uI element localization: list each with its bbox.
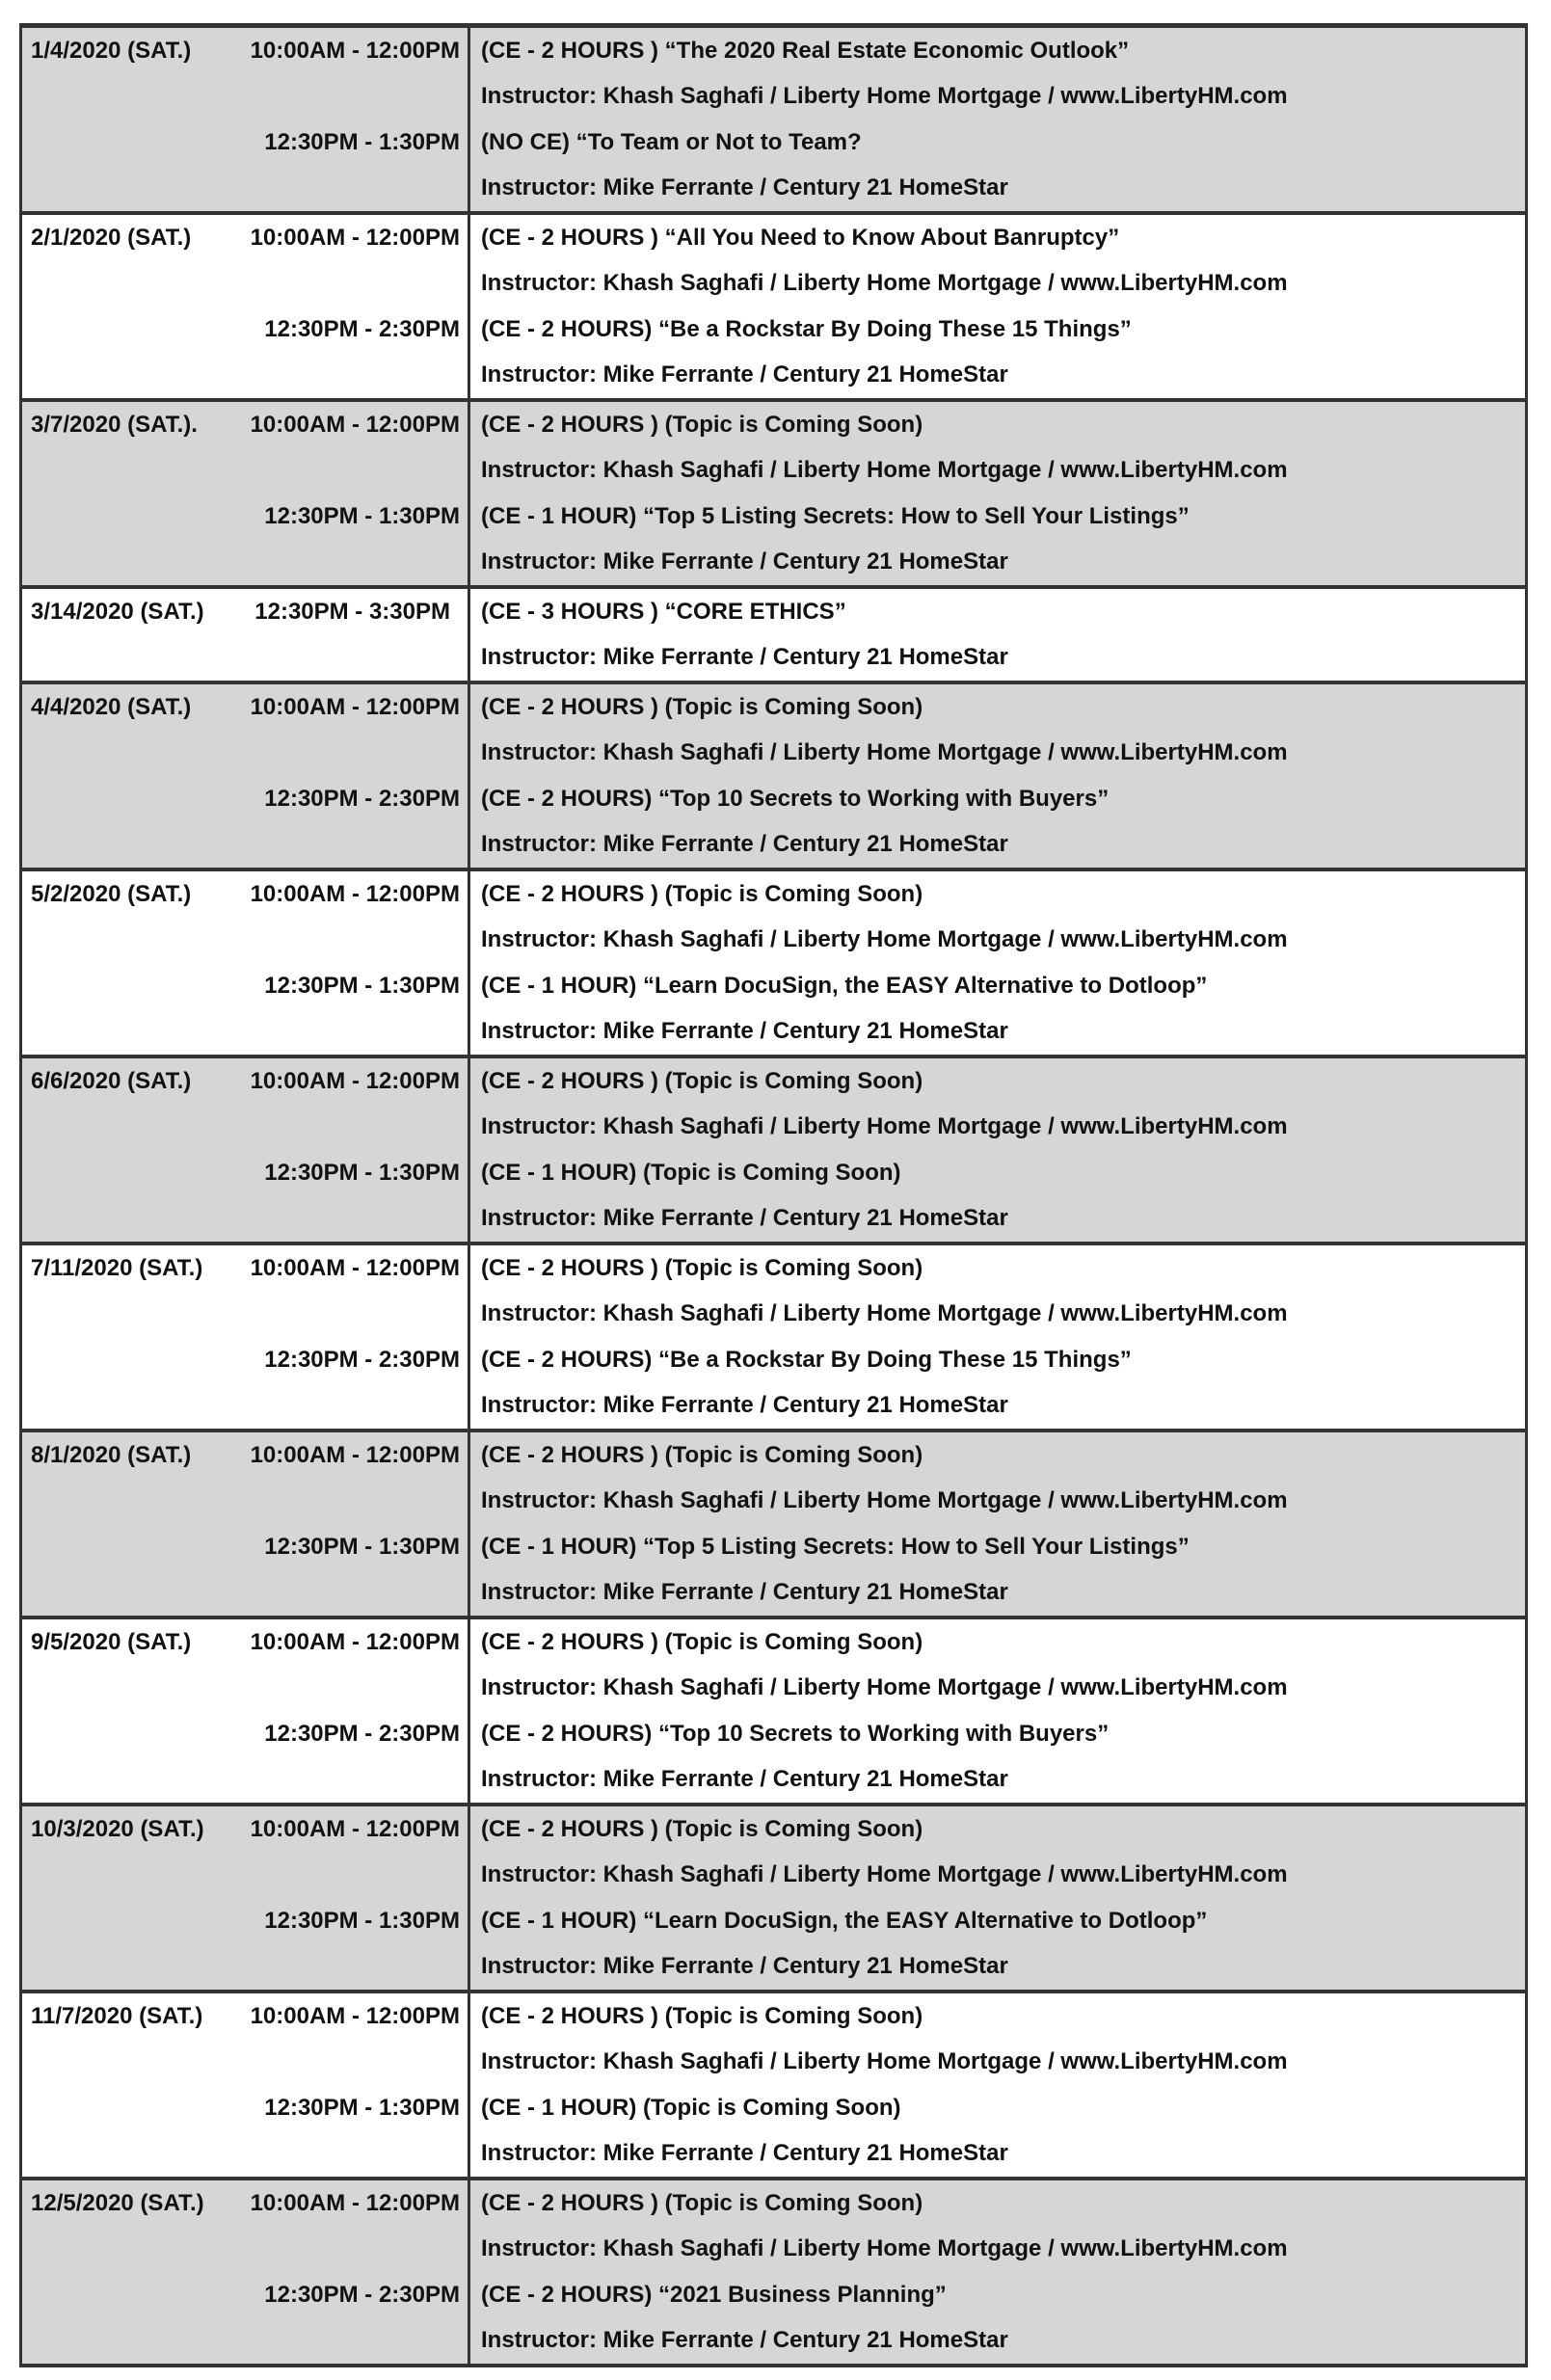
date-time-column xyxy=(22,871,470,1055)
session-time: 12:30PM - 2:30PM xyxy=(264,785,460,812)
session-time: 12:30PM - 1:30PM xyxy=(264,1159,460,1186)
session-instructor: Instructor: Mike Ferrante / Century 21 HomeStar xyxy=(481,1392,1008,1419)
time-row xyxy=(22,1806,468,1853)
session-details-column xyxy=(470,1619,1525,1803)
time-row xyxy=(22,2180,468,2227)
session-instructor: Instructor: Mike Ferrante / Century 21 HomeStar xyxy=(481,1766,1008,1793)
time-row xyxy=(22,1993,468,2040)
session-instructor: Instructor: Khash Saghafi / Liberty Home Mortgage / www.LibertyHM.com xyxy=(481,1300,1288,1327)
schedule-block xyxy=(22,1806,1525,1993)
schedule-block xyxy=(22,1058,1525,1245)
session-time: 12:30PM - 1:30PM xyxy=(264,502,460,529)
spacer-row xyxy=(22,1757,468,1804)
session-title: (CE - 1 HOUR) “Learn DocuSign, the EASY Alternative to Dotloop” xyxy=(481,1907,1208,1934)
session-details-column xyxy=(470,2180,1525,2364)
session-date: 8/1/2020 (SAT.) xyxy=(31,1441,192,1468)
session-title: (CE - 2 HOURS ) (Topic is Coming Soon) xyxy=(481,1815,923,1842)
session-details-column xyxy=(470,871,1525,1055)
session-instructor: Instructor: Mike Ferrante / Century 21 HomeStar xyxy=(481,1018,1008,1045)
session-instructor: Instructor: Khash Saghafi / Liberty Home Mortgage / www.LibertyHM.com xyxy=(481,457,1288,484)
session-date: 7/11/2020 (SAT.) xyxy=(31,1254,203,1281)
spacer-row xyxy=(22,1196,468,1243)
session-details-column xyxy=(470,1993,1525,2177)
time-row xyxy=(22,2272,468,2318)
session-instructor: Instructor: Mike Ferrante / Century 21 HomeStar xyxy=(481,2140,1008,2167)
date-time-column xyxy=(22,1245,470,1429)
time-row xyxy=(22,589,468,635)
date-time-column xyxy=(22,1432,470,1616)
session-time: 12:30PM - 2:30PM xyxy=(264,1720,460,1747)
spacer-row xyxy=(22,1292,468,1338)
session-instructor: Instructor: Khash Saghafi / Liberty Home Mortgage / www.LibertyHM.com xyxy=(481,1861,1288,1888)
session-title: (CE - 2 HOURS) “Top 10 Secrets to Working with Buyers” xyxy=(481,785,1110,812)
session-date: 2/1/2020 (SAT.) xyxy=(31,224,192,251)
session-time: 12:30PM - 2:30PM xyxy=(264,315,460,342)
session-title: (CE - 2 HOURS ) (Topic is Coming Soon) xyxy=(481,880,923,907)
session-instructor: Instructor: Mike Ferrante / Century 21 HomeStar xyxy=(481,2327,1008,2354)
session-time: 10:00AM - 12:00PM xyxy=(250,2189,460,2216)
time-row xyxy=(22,1245,468,1292)
session-time: 10:00AM - 12:00PM xyxy=(250,224,460,251)
schedule-block xyxy=(22,684,1525,871)
spacer-row xyxy=(22,918,468,964)
schedule-block xyxy=(22,1432,1525,1619)
session-time: 10:00AM - 12:00PM xyxy=(250,1628,460,1655)
spacer-row xyxy=(22,731,468,777)
schedule-block xyxy=(22,871,1525,1058)
schedule-block xyxy=(22,28,1525,215)
spacer-row xyxy=(22,1666,468,1712)
session-date: 6/6/2020 (SAT.) xyxy=(31,1067,192,1094)
time-row xyxy=(22,1711,468,1757)
session-time: 10:00AM - 12:00PM xyxy=(250,1441,460,1468)
session-details-column xyxy=(470,1432,1525,1616)
session-date: 9/5/2020 (SAT.) xyxy=(31,1628,192,1655)
time-row xyxy=(22,307,468,353)
session-date: 10/3/2020 (SAT.) xyxy=(31,1815,204,1842)
time-row xyxy=(22,963,468,1009)
spacer-row xyxy=(22,2131,468,2178)
date-time-column xyxy=(22,2180,470,2364)
session-details-column xyxy=(470,1245,1525,1429)
session-title: (CE - 2 HOURS) “Be a Rockstar By Doing These 15 Things” xyxy=(481,315,1132,342)
session-time: 12:30PM - 2:30PM xyxy=(264,2281,460,2308)
session-title: (CE - 2 HOURS ) (Topic is Coming Soon) xyxy=(481,1441,923,1468)
date-time-column xyxy=(22,1058,470,1242)
session-instructor: Instructor: Khash Saghafi / Liberty Home Mortgage / www.LibertyHM.com xyxy=(481,1487,1288,1514)
session-title: (CE - 1 HOUR) (Topic is Coming Soon) xyxy=(481,2094,901,2121)
spacer-row xyxy=(22,353,468,399)
session-time: 10:00AM - 12:00PM xyxy=(250,880,460,907)
session-title: (NO CE) “To Team or Not to Team? xyxy=(481,128,862,155)
schedule-block xyxy=(22,402,1525,589)
session-instructor: Instructor: Khash Saghafi / Liberty Home Mortgage / www.LibertyHM.com xyxy=(481,2048,1288,2075)
session-time: 12:30PM - 1:30PM xyxy=(264,128,460,155)
session-instructor: Instructor: Mike Ferrante / Century 21 HomeStar xyxy=(481,1579,1008,1606)
session-details-column xyxy=(470,1806,1525,1990)
session-date: 3/14/2020 (SAT.) xyxy=(31,598,204,625)
spacer-row xyxy=(22,1479,468,1525)
time-row xyxy=(22,1058,468,1105)
schedule-block xyxy=(22,1619,1525,1806)
session-date: 5/2/2020 (SAT.) xyxy=(31,880,192,907)
date-time-column xyxy=(22,1993,470,2177)
session-time: 10:00AM - 12:00PM xyxy=(250,1815,460,1842)
session-instructor: Instructor: Khash Saghafi / Liberty Home Mortgage / www.LibertyHM.com xyxy=(481,1113,1288,1140)
spacer-row xyxy=(22,2227,468,2273)
time-row xyxy=(22,1150,468,1196)
time-row xyxy=(22,1337,468,1383)
session-title: (CE - 2 HOURS ) (Topic is Coming Soon) xyxy=(481,411,923,438)
session-instructor: Instructor: Mike Ferrante / Century 21 HomeStar xyxy=(481,361,1008,388)
session-instructor: Instructor: Khash Saghafi / Liberty Home Mortgage / www.LibertyHM.com xyxy=(481,2235,1288,2262)
session-title: (CE - 2 HOURS ) (Topic is Coming Soon) xyxy=(481,1628,923,1655)
session-instructor: Instructor: Khash Saghafi / Liberty Home Mortgage / www.LibertyHM.com xyxy=(481,270,1288,297)
session-time: 12:30PM - 2:30PM xyxy=(264,1346,460,1373)
spacer-row xyxy=(22,1105,468,1151)
time-row xyxy=(22,215,468,261)
spacer-row xyxy=(22,635,468,682)
session-time: 10:00AM - 12:00PM xyxy=(250,693,460,720)
session-instructor: Instructor: Khash Saghafi / Liberty Home Mortgage / www.LibertyHM.com xyxy=(481,1674,1288,1701)
time-row xyxy=(22,776,468,822)
session-time: 12:30PM - 1:30PM xyxy=(264,972,460,999)
time-row xyxy=(22,1524,468,1570)
session-instructor: Instructor: Mike Ferrante / Century 21 HomeStar xyxy=(481,548,1008,575)
spacer-row xyxy=(22,74,468,120)
session-instructor: Instructor: Khash Saghafi / Liberty Home Mortgage / www.LibertyHM.com xyxy=(481,926,1288,953)
date-time-column xyxy=(22,1806,470,1990)
session-title: (CE - 2 HOURS ) “The 2020 Real Estate Economic Outlook” xyxy=(481,37,1130,64)
session-time: 12:30PM - 1:30PM xyxy=(264,1533,460,1560)
schedule-block xyxy=(22,215,1525,402)
spacer-row xyxy=(22,2040,468,2086)
spacer-row xyxy=(22,540,468,586)
time-row xyxy=(22,684,468,731)
time-row xyxy=(22,402,468,448)
schedule-block xyxy=(22,2180,1525,2367)
session-instructor: Instructor: Mike Ferrante / Century 21 HomeStar xyxy=(481,644,1008,671)
session-title: (CE - 2 HOURS ) “All You Need to Know About Banruptcy” xyxy=(481,224,1120,251)
session-time: 10:00AM - 12:00PM xyxy=(250,411,460,438)
session-instructor: Instructor: Mike Ferrante / Century 21 HomeStar xyxy=(481,831,1008,858)
schedule-table xyxy=(19,23,1528,2367)
session-details-column xyxy=(470,215,1525,398)
session-title: (CE - 3 HOURS ) “CORE ETHICS” xyxy=(481,598,846,625)
session-title: (CE - 2 HOURS ) (Topic is Coming Soon) xyxy=(481,693,923,720)
session-details-column xyxy=(470,28,1525,211)
session-time: 12:30PM - 1:30PM xyxy=(264,1907,460,1934)
session-time: 12:30PM - 3:30PM xyxy=(254,598,450,625)
session-date: 1/4/2020 (SAT.) xyxy=(31,37,192,64)
session-title: (CE - 2 HOURS) “Be a Rockstar By Doing These 15 Things” xyxy=(481,1346,1132,1373)
session-title: (CE - 1 HOUR) (Topic is Coming Soon) xyxy=(481,1159,901,1186)
spacer-row xyxy=(22,261,468,308)
session-date: 11/7/2020 (SAT.) xyxy=(31,2002,203,2029)
session-date: 12/5/2020 (SAT.) xyxy=(31,2189,204,2216)
session-title: (CE - 1 HOUR) “Learn DocuSign, the EASY Alternative to Dotloop” xyxy=(481,972,1208,999)
session-title: (CE - 2 HOURS) “2021 Business Planning” xyxy=(481,2281,947,2308)
session-title: (CE - 2 HOURS ) (Topic is Coming Soon) xyxy=(481,2189,923,2216)
session-time: 10:00AM - 12:00PM xyxy=(250,37,460,64)
date-time-column xyxy=(22,215,470,398)
session-details-column xyxy=(470,402,1525,585)
time-row xyxy=(22,871,468,918)
spacer-row xyxy=(22,1944,468,1991)
spacer-row xyxy=(22,2318,468,2365)
session-time: 10:00AM - 12:00PM xyxy=(250,2002,460,2029)
schedule-block xyxy=(22,1245,1525,1432)
session-title: (CE - 2 HOURS ) (Topic is Coming Soon) xyxy=(481,2002,923,2029)
schedule-block xyxy=(22,589,1525,684)
date-time-column xyxy=(22,402,470,585)
session-instructor: Instructor: Khash Saghafi / Liberty Home Mortgage / www.LibertyHM.com xyxy=(481,83,1288,110)
date-time-column xyxy=(22,28,470,211)
time-row xyxy=(22,2085,468,2131)
session-time: 12:30PM - 1:30PM xyxy=(264,2094,460,2121)
spacer-row xyxy=(22,1383,468,1430)
spacer-row xyxy=(22,448,468,495)
session-title: (CE - 2 HOURS) “Top 10 Secrets to Working with Buyers” xyxy=(481,1720,1110,1747)
spacer-row xyxy=(22,1853,468,1899)
session-date: 3/7/2020 (SAT.). xyxy=(31,411,198,438)
session-instructor: Instructor: Khash Saghafi / Liberty Home Mortgage / www.LibertyHM.com xyxy=(481,739,1288,766)
spacer-row xyxy=(22,166,468,212)
session-title: (CE - 1 HOUR) “Top 5 Listing Secrets: How to Sell Your Listings” xyxy=(481,1533,1190,1560)
schedule-block xyxy=(22,1993,1525,2180)
time-row xyxy=(22,1432,468,1479)
spacer-row xyxy=(22,1009,468,1056)
time-row xyxy=(22,494,468,540)
session-title: (CE - 2 HOURS ) (Topic is Coming Soon) xyxy=(481,1067,923,1094)
session-title: (CE - 2 HOURS ) (Topic is Coming Soon) xyxy=(481,1254,923,1281)
date-time-column xyxy=(22,589,470,681)
session-instructor: Instructor: Mike Ferrante / Century 21 HomeStar xyxy=(481,174,1008,201)
session-details-column xyxy=(470,1058,1525,1242)
session-details-column xyxy=(470,589,1525,681)
spacer-row xyxy=(22,1570,468,1617)
time-row xyxy=(22,1619,468,1666)
time-row xyxy=(22,120,468,166)
session-time: 10:00AM - 12:00PM xyxy=(250,1067,460,1094)
time-row xyxy=(22,1898,468,1944)
session-date: 4/4/2020 (SAT.) xyxy=(31,693,192,720)
time-row xyxy=(22,28,468,74)
session-title: (CE - 1 HOUR) “Top 5 Listing Secrets: How to Sell Your Listings” xyxy=(481,502,1190,529)
session-instructor: Instructor: Mike Ferrante / Century 21 HomeStar xyxy=(481,1953,1008,1980)
session-time: 10:00AM - 12:00PM xyxy=(250,1254,460,1281)
session-instructor: Instructor: Mike Ferrante / Century 21 HomeStar xyxy=(481,1205,1008,1232)
date-time-column xyxy=(22,684,470,868)
session-details-column xyxy=(470,684,1525,868)
spacer-row xyxy=(22,822,468,869)
date-time-column xyxy=(22,1619,470,1803)
